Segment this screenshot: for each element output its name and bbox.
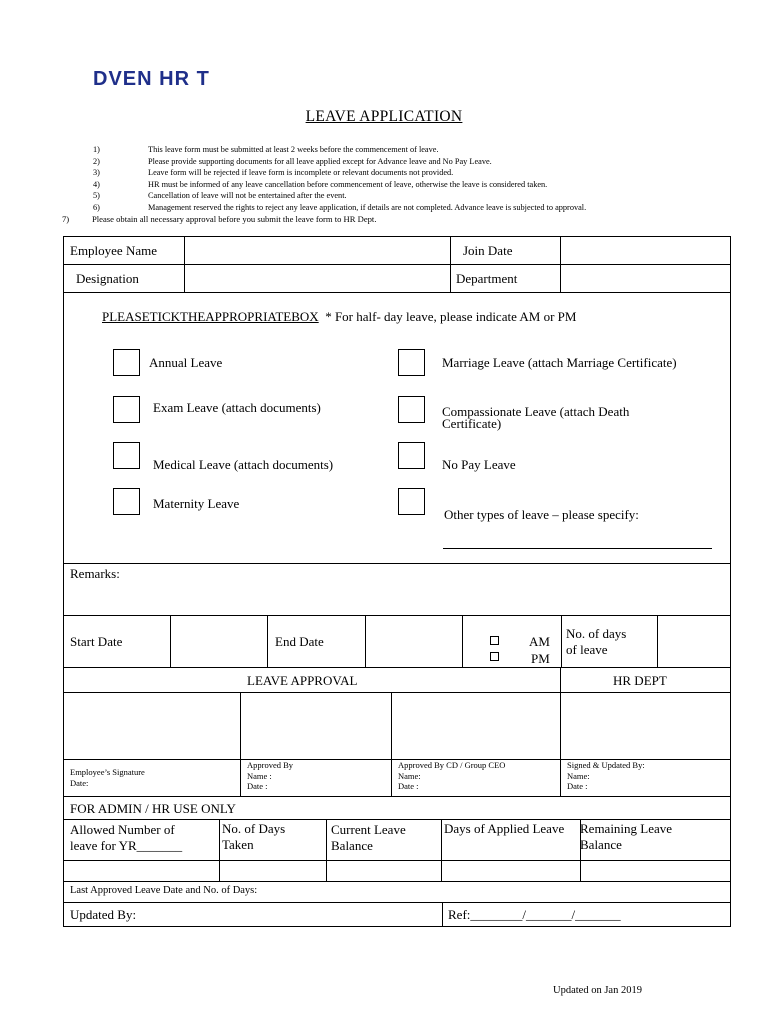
compassionate-leave-label: Compassionate Leave (attach Death Certificate) [442,404,630,431]
exam-leave-checkbox[interactable] [113,396,140,423]
no-pay-leave-checkbox[interactable] [398,442,425,469]
join-date-label: Join Date [463,243,513,258]
start-date-field[interactable] [172,617,265,665]
rule-4: 4) HR must be informed of any leave cancellation before commencement of leave, otherwise the leave is considered taken. [93,179,548,189]
hr-dept-header: HR DEPT [613,673,667,688]
other-leave-checkbox[interactable] [398,488,425,515]
department-label: Department [456,271,518,286]
employee-name-field[interactable] [186,238,448,263]
remaining-balance-field[interactable] [583,862,728,879]
designation-label: Designation [76,271,139,286]
rule-6: 6) Management reserved the rights to reject any leave application, if details are not completed. Advance leave is subjected to approval. [93,202,587,212]
employee-signature-field[interactable] [66,695,238,757]
table-top-border [63,236,731,237]
am-label: AM [529,634,550,649]
annual-leave-checkbox[interactable] [113,349,140,376]
exam-leave-label: Exam Leave (attach documents) [153,400,321,415]
days-applied-field[interactable] [444,862,578,879]
pm-label: PM [531,651,550,666]
table-left-border [63,236,64,927]
current-balance-label: Current Leave Balance [331,822,406,853]
ceo-signature-field[interactable] [394,695,558,757]
designation-field[interactable] [186,266,448,291]
hr-signature-field[interactable] [563,695,728,757]
employee-signature-caption: Employee’s Signature Date: [70,767,145,788]
end-date-field[interactable] [367,617,460,665]
tick-instruction: PLEASETICKTHEAPPROPRIATEBOX * For half- day leave, please indicate AM or PM [102,309,577,324]
employee-name-label: Employee Name [70,243,157,258]
join-date-field[interactable] [562,238,728,263]
no-pay-leave-label: No Pay Leave [442,457,516,472]
days-applied-label: Days of Applied Leave [444,821,565,836]
start-date-label: Start Date [70,634,123,649]
end-date-label: End Date [275,634,324,649]
rule-5: 5) Cancellation of leave will not be entertained after the event. [93,191,347,200]
updated-on-footer: Updated on Jan 2019 [553,985,642,996]
company-logo: DVEN HR T [93,68,210,90]
leave-approval-header: LEAVE APPROVAL [247,673,358,688]
compassionate-leave-checkbox[interactable] [398,396,425,423]
days-of-leave-field[interactable] [659,617,728,665]
rule-2: 2) Please provide supporting documents for all leave applied except for Advance leave and No Pay Leave. [93,156,492,166]
maternity-leave-checkbox[interactable] [113,488,140,515]
marriage-leave-checkbox[interactable] [398,349,425,376]
approved-ceo-caption: Approved By CD / Group CEO Name: Date : [398,760,506,791]
signed-updated-caption: Signed & Updated By: Name: Date : [567,760,645,791]
department-field[interactable] [562,266,728,291]
annual-leave-label: Annual Leave [149,355,223,370]
remarks-label: Remarks: [70,566,120,581]
allowed-leave-field[interactable] [66,862,217,879]
rule-1: 1) This leave form must be submitted at least 2 weeks before the commencement of leave. [93,145,439,154]
approved-by-signature-field[interactable] [243,695,389,757]
page-title: LEAVE APPLICATION [305,108,463,125]
days-of-leave-label: No. of days of leave [566,626,627,657]
table-right-border [730,236,731,927]
last-approved-label: Last Approved Leave Date and No. of Days: [70,885,258,896]
allowed-leave-label: Allowed Number of leave for YR_______ [70,822,183,853]
marriage-leave-label: Marriage Leave (attach Marriage Certificate) [442,355,677,370]
current-balance-field[interactable] [329,862,439,879]
other-leave-specify-line[interactable] [443,548,712,549]
rule-7: 7) Please obtain all necessary approval before you submit the leave form to HR Dept. [62,213,377,224]
pm-checkbox[interactable] [490,652,499,661]
approved-by-caption: Approved By Name : Date : [247,760,294,791]
medical-leave-checkbox[interactable] [113,442,140,469]
medical-leave-label: Medical Leave (attach documents) [153,457,334,472]
updated-by-field[interactable] [160,904,440,924]
remarks-field[interactable] [66,583,728,613]
days-taken-label: No. of Days Taken [222,821,286,852]
reference-field[interactable]: Ref:________/_______/_______ [448,907,621,922]
days-taken-field[interactable] [222,862,324,879]
maternity-leave-label: Maternity Leave [153,496,240,511]
other-leave-label: Other types of leave – please specify: [444,507,639,522]
remaining-balance-label: Remaining Leave Balance [580,821,673,852]
rule-3: 3) Leave form will be rejected if leave form is incomplete or relevant documents not provided. [93,168,454,177]
table-bottom-border [63,926,731,927]
updated-by-label: Updated By: [70,907,137,922]
admin-section-title: FOR ADMIN / HR USE ONLY [70,801,236,816]
am-checkbox[interactable] [490,636,499,645]
